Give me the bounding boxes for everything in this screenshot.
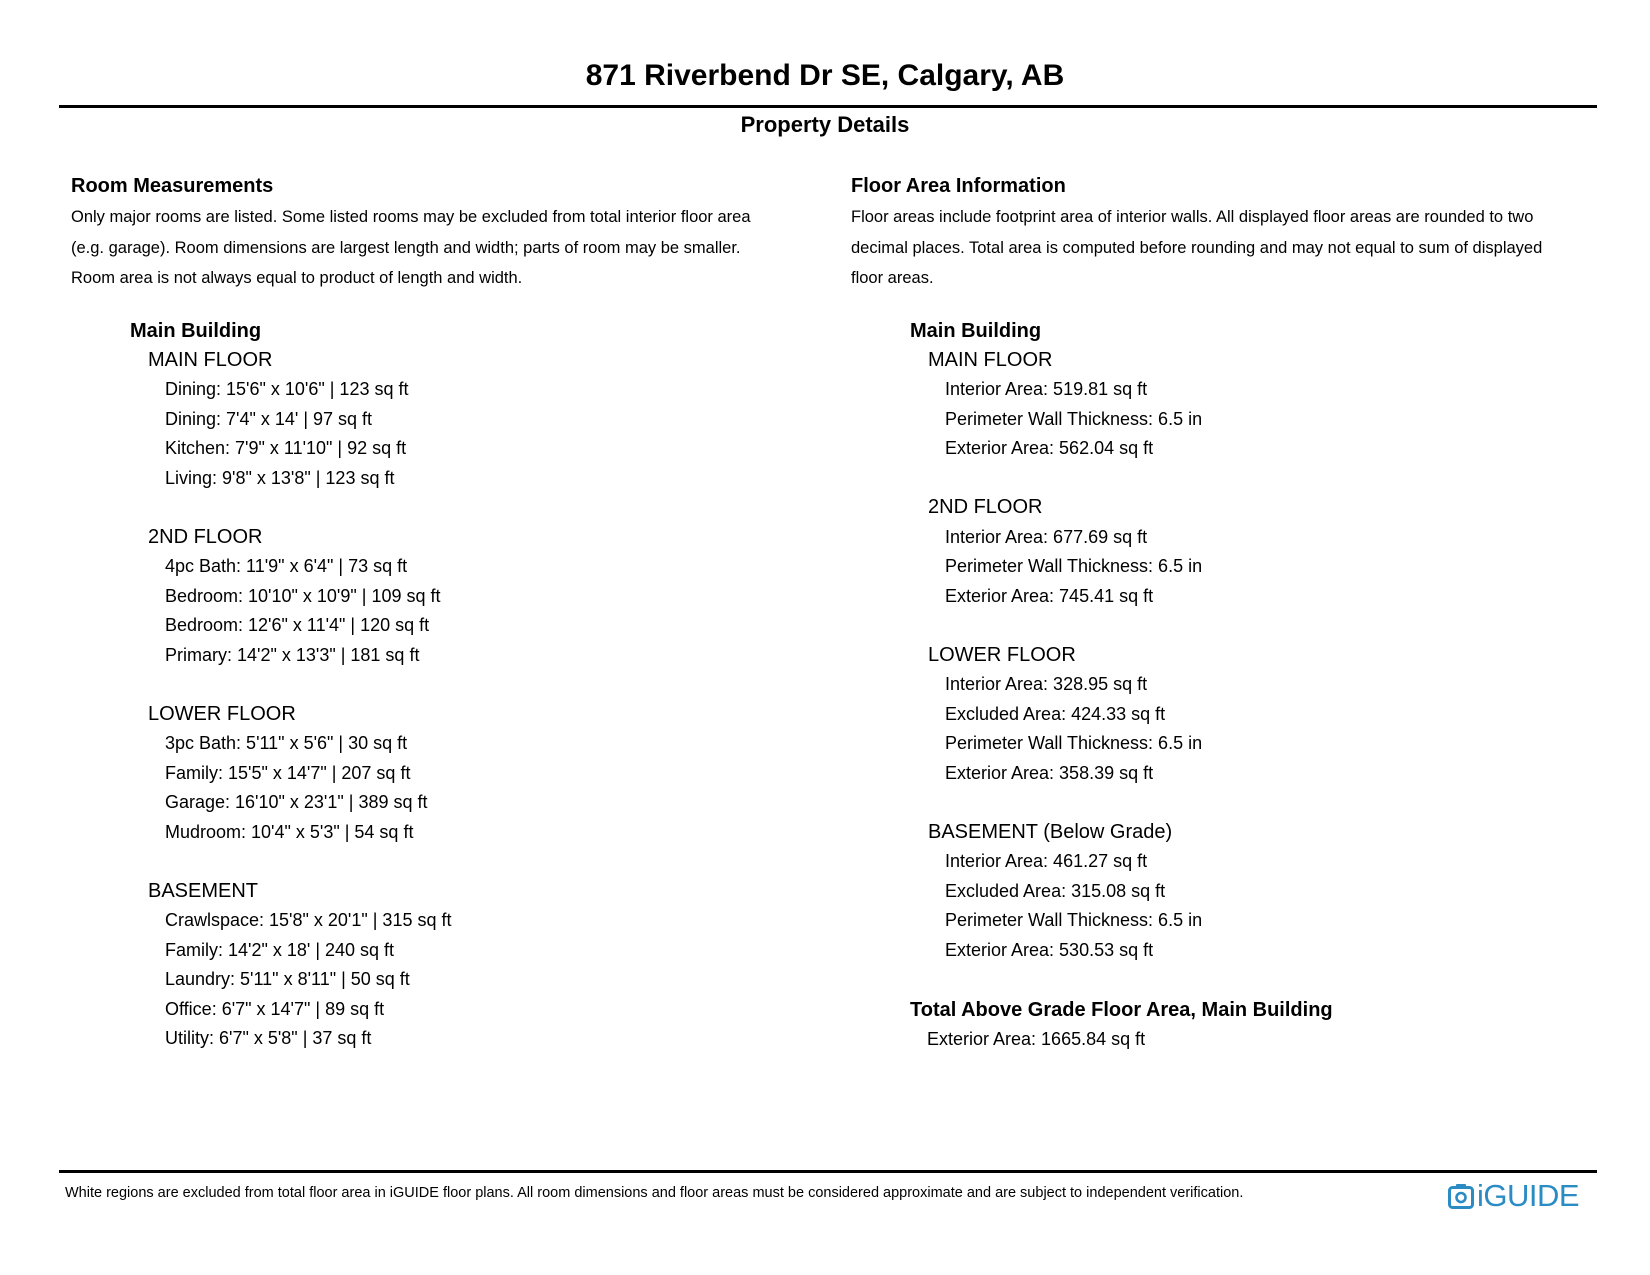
footer-divider — [59, 1170, 1597, 1173]
description-line: Floor areas include footprint area of interior walls. All displayed floor areas are rounded to two — [851, 208, 1534, 226]
room-entry: Garage: 16'10" x 23'1" | 389 sq ft — [165, 792, 428, 812]
area-building-block — [851, 316, 1611, 966]
floor-title: MAIN FLOOR — [928, 348, 1053, 371]
room-measurements-description — [71, 202, 811, 294]
area-entry: Perimeter Wall Thickness: 6.5 in — [945, 910, 1203, 930]
page-title: 871 Riverbend Dr SE, Calgary, AB — [585, 59, 1065, 92]
area-floor-2nd — [910, 493, 1611, 611]
room-entry: Family: 15'5" x 14'7" | 207 sq ft — [165, 762, 411, 783]
total-area-heading: Total Above Grade Floor Area, Main Building — [910, 999, 1333, 1021]
area-entry: Perimeter Wall Thickness: 6.5 in — [945, 733, 1203, 753]
area-floor-main — [910, 346, 1611, 464]
area-floor-lower — [910, 641, 1611, 789]
area-entry: Exterior Area: 745.41 sq ft — [945, 585, 1154, 606]
area-entry: Exterior Area: 358.39 sq ft — [945, 762, 1154, 783]
room-floor-basement — [130, 877, 811, 1054]
description-line: Only major rooms are listed. Some listed rooms may be excluded from total interior floor area — [71, 208, 751, 226]
title-divider — [59, 105, 1597, 108]
room-entry: Family: 14'2" x 18' | 240 sq ft — [165, 939, 395, 960]
room-entry: Laundry: 5'11" x 8'11" | 50 sq ft — [165, 969, 410, 989]
total-area-block — [851, 995, 1611, 1055]
area-entry: Perimeter Wall Thickness: 6.5 in — [945, 408, 1203, 429]
area-entry: Excluded Area: 424.33 sq ft — [945, 703, 1166, 724]
room-entry: Crawlspace: 15'8" x 20'1" | 315 sq ft — [165, 910, 452, 930]
floor-title: LOWER FLOOR — [928, 643, 1076, 666]
room-entry: Primary: 14'2" x 13'3" | 181 sq ft — [165, 644, 420, 665]
floor-title: MAIN FLOOR — [148, 348, 273, 371]
room-measurements-section — [71, 172, 811, 1083]
room-entry: Utility: 6'7" x 5'8" | 37 sq ft — [165, 1028, 372, 1048]
camera-icon — [1448, 1182, 1474, 1210]
area-entry: Exterior Area: 530.53 sq ft — [945, 939, 1154, 960]
building-title: Main Building — [130, 319, 262, 342]
total-area-value: Exterior Area: 1665.84 sq ft — [927, 1029, 1146, 1049]
description-line: (e.g. garage). Room dimensions are largest length and width; parts of room may be smaller. — [71, 238, 741, 257]
room-building-block — [71, 316, 811, 1054]
floor-area-heading: Floor Area Information — [851, 175, 1066, 197]
area-entry: Interior Area: 677.69 sq ft — [945, 526, 1148, 547]
room-entry: Bedroom: 12'6" x 11'4" | 120 sq ft — [165, 615, 430, 635]
floor-title: LOWER FLOOR — [148, 702, 296, 725]
room-floor-lower — [130, 700, 811, 848]
area-entry: Interior Area: 519.81 sq ft — [945, 379, 1148, 399]
area-entry: Perimeter Wall Thickness: 6.5 in — [945, 556, 1203, 576]
floor-title: BASEMENT (Below Grade) — [928, 820, 1173, 843]
room-entry: Mudroom: 10'4" x 5'3" | 54 sq ft — [165, 821, 414, 842]
room-entry: Dining: 7'4" x 14' | 97 sq ft — [165, 408, 373, 429]
room-entry: 4pc Bath: 11'9" x 6'4" | 73 sq ft — [165, 556, 408, 576]
footer-disclaimer: White regions are excluded from total floor area in iGUIDE floor plans. All room dimensions and floor areas must be considered approximate and are subject to independent verification. — [65, 1185, 1244, 1201]
room-entry: Living: 9'8" x 13'8" | 123 sq ft — [165, 467, 395, 488]
area-entry: Interior Area: 328.95 sq ft — [945, 674, 1148, 694]
room-entry: 3pc Bath: 5'11" x 5'6" | 30 sq ft — [165, 733, 408, 753]
page-subtitle: Property Details — [740, 112, 910, 137]
description-line: decimal places. Total area is computed before rounding and may not equal to sum of displayed — [851, 238, 1543, 257]
floor-area-section — [851, 172, 1611, 1055]
room-entry: Bedroom: 10'10" x 10'9" | 109 sq ft — [165, 585, 441, 606]
building-title: Main Building — [910, 319, 1042, 342]
area-entry: Exterior Area: 562.04 sq ft — [945, 438, 1154, 458]
floor-area-description — [851, 202, 1611, 294]
floor-title: BASEMENT — [148, 879, 259, 902]
room-measurements-heading: Room Measurements — [71, 175, 274, 197]
logo-text: iGUIDE — [1477, 1178, 1580, 1213]
room-entry: Dining: 15'6" x 10'6" | 123 sq ft — [165, 379, 409, 399]
room-entry: Office: 6'7" x 14'7" | 89 sq ft — [165, 998, 385, 1019]
iguide-logo — [1448, 1178, 1579, 1214]
room-floor-2nd — [130, 523, 811, 671]
floor-title: 2ND FLOOR — [928, 496, 1043, 518]
room-floor-main — [130, 346, 811, 494]
floor-title: 2ND FLOOR — [148, 525, 263, 548]
description-line: Room area is not always equal to product of length and width. — [71, 269, 523, 287]
description-line: floor areas. — [851, 269, 934, 287]
room-entry: Kitchen: 7'9" x 11'10" | 92 sq ft — [165, 438, 407, 458]
area-floor-basement — [910, 818, 1611, 966]
area-entry: Excluded Area: 315.08 sq ft — [945, 880, 1166, 901]
area-entry: Interior Area: 461.27 sq ft — [945, 851, 1148, 871]
